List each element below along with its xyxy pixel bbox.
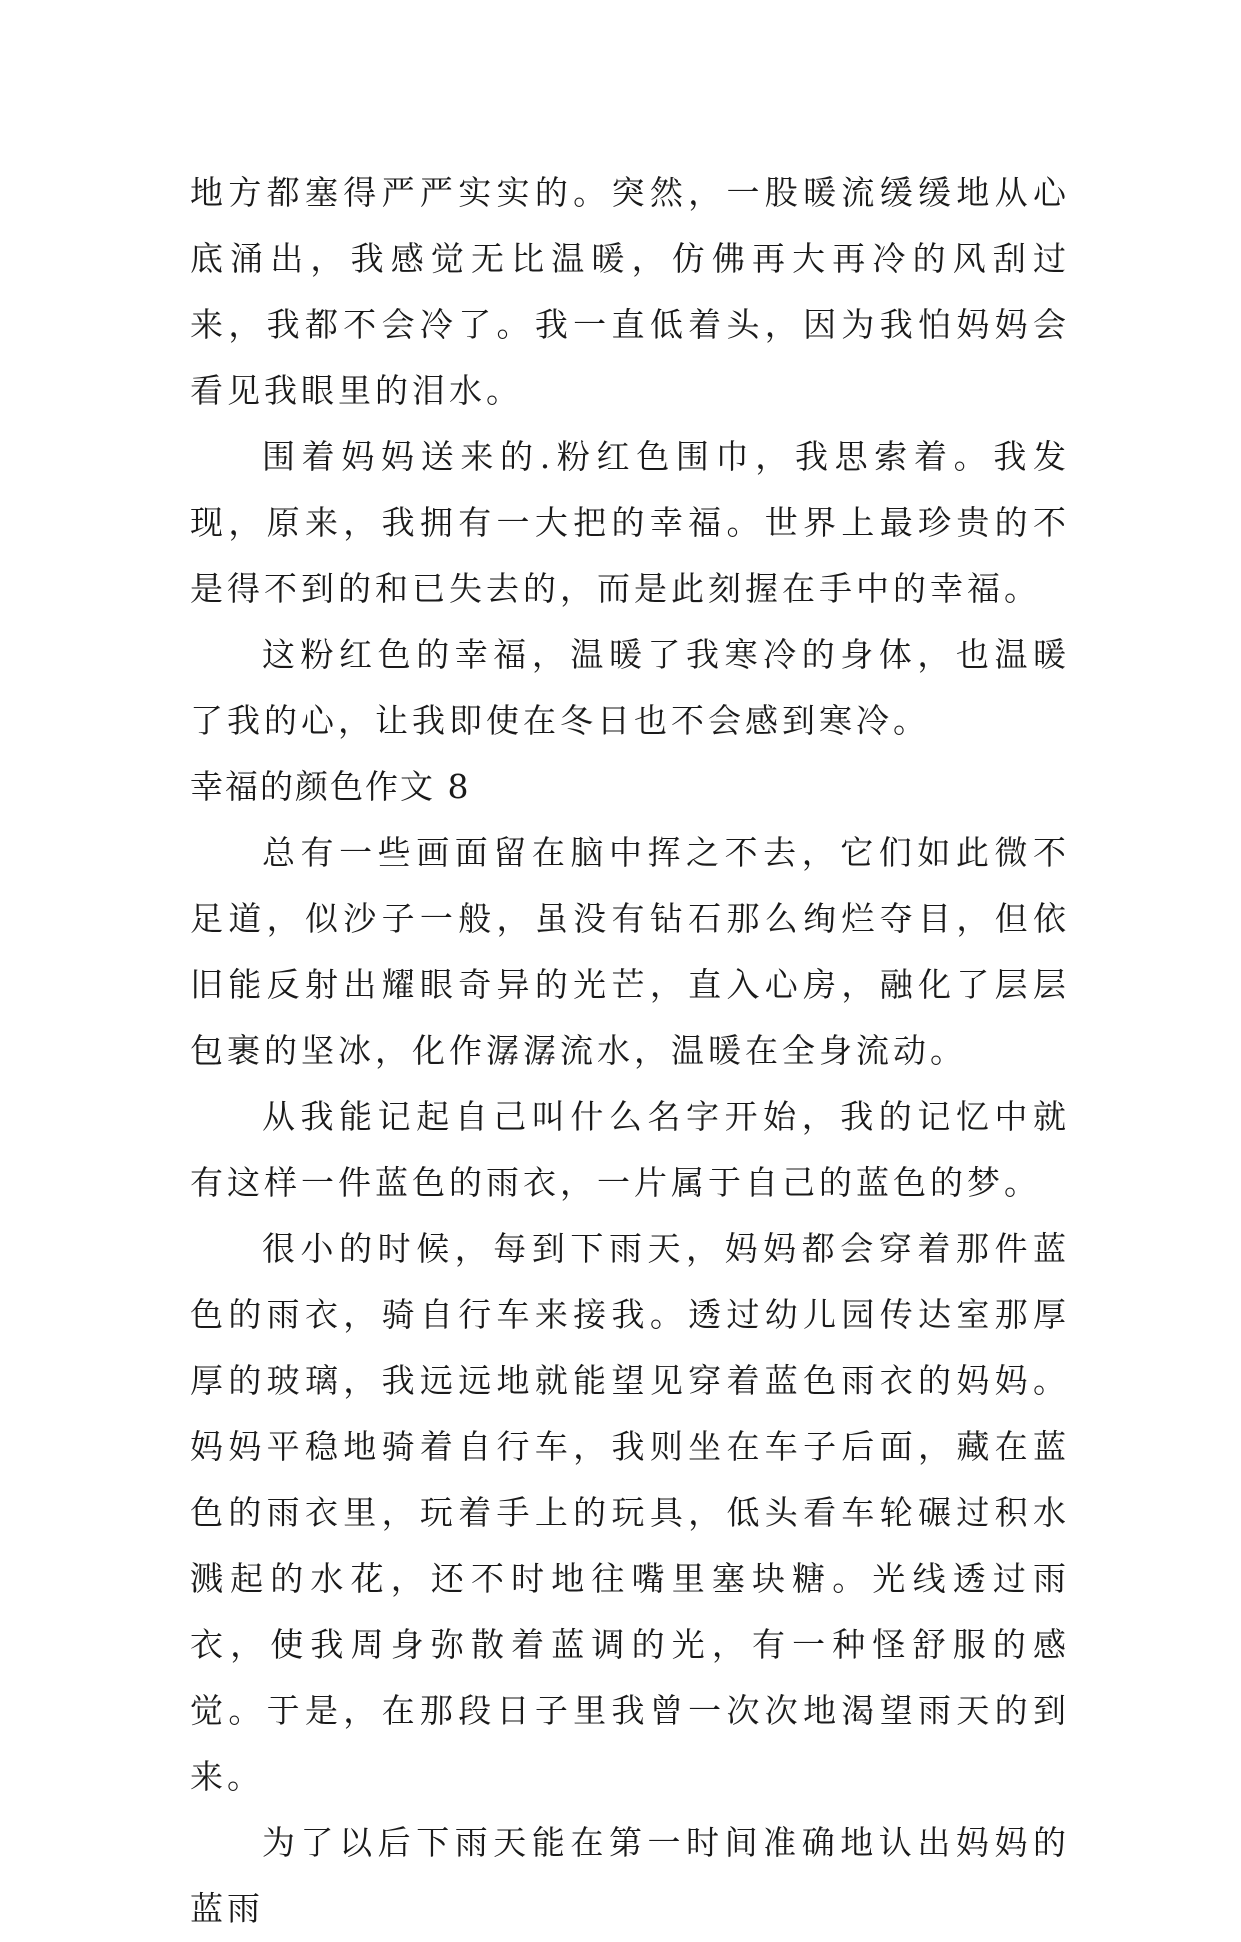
paragraph: 为了以后下雨天能在第一时间准确地认出妈妈的蓝雨 [190, 1823, 1070, 1928]
paragraph: 这粉红色的幸福，温暖了我寒冷的身体，也温暖了我的心，让我即使在冬日也不会感到寒冷。 [190, 635, 1070, 740]
paragraph: 围着妈妈送来的.粉红色围巾，我思索着。我发现，原来，我拥有一大把的幸福。世界上最珍贵的不是得不到的和已失去的，而是此刻握在手中的幸福。 [190, 437, 1070, 608]
paragraph-continued: 地方都塞得严严实实的。突然，一股暖流缓缓地从心底涌出，我感觉无比温暖，仿佛再大再冷的风刮过来，我都不会冷了。我一直低着头，因为我怕妈妈会看见我眼里的泪水。 [190, 173, 1070, 410]
document-body [190, 160, 1070, 1942]
section-title: 幸福的颜色作文 8 [190, 767, 471, 806]
paragraph: 总有一些画面留在脑中挥之不去，它们如此微不足道，似沙子一般，虽没有钻石那么绚烂夺目，但依旧能反射出耀眼奇异的光芒，直入心房，融化了层层包裹的坚冰，化作潺潺流水，温暖在全身流动。 [190, 833, 1070, 1070]
paragraph: 从我能记起自己叫什么名字开始，我的记忆中就有这样一件蓝色的雨衣，一片属于自己的蓝色的梦。 [190, 1097, 1070, 1202]
paragraph: 很小的时候，每到下雨天，妈妈都会穿着那件蓝色的雨衣，骑自行车来接我。透过幼儿园传达室那厚厚的玻璃，我远远地就能望见穿着蓝色雨衣的妈妈。妈妈平稳地骑着自行车，我则坐在车子后面，藏在蓝色的雨衣里，玩着手上的玩具，低头看车轮碾过积水溅起的水花，还不时地往嘴里塞块糖。光线透过雨衣，使我周身弥散着蓝调的光，有一种怪舒服的感觉。于是，在那段日子里我曾一次次地渴望雨天的到来。 [190, 1229, 1070, 1796]
